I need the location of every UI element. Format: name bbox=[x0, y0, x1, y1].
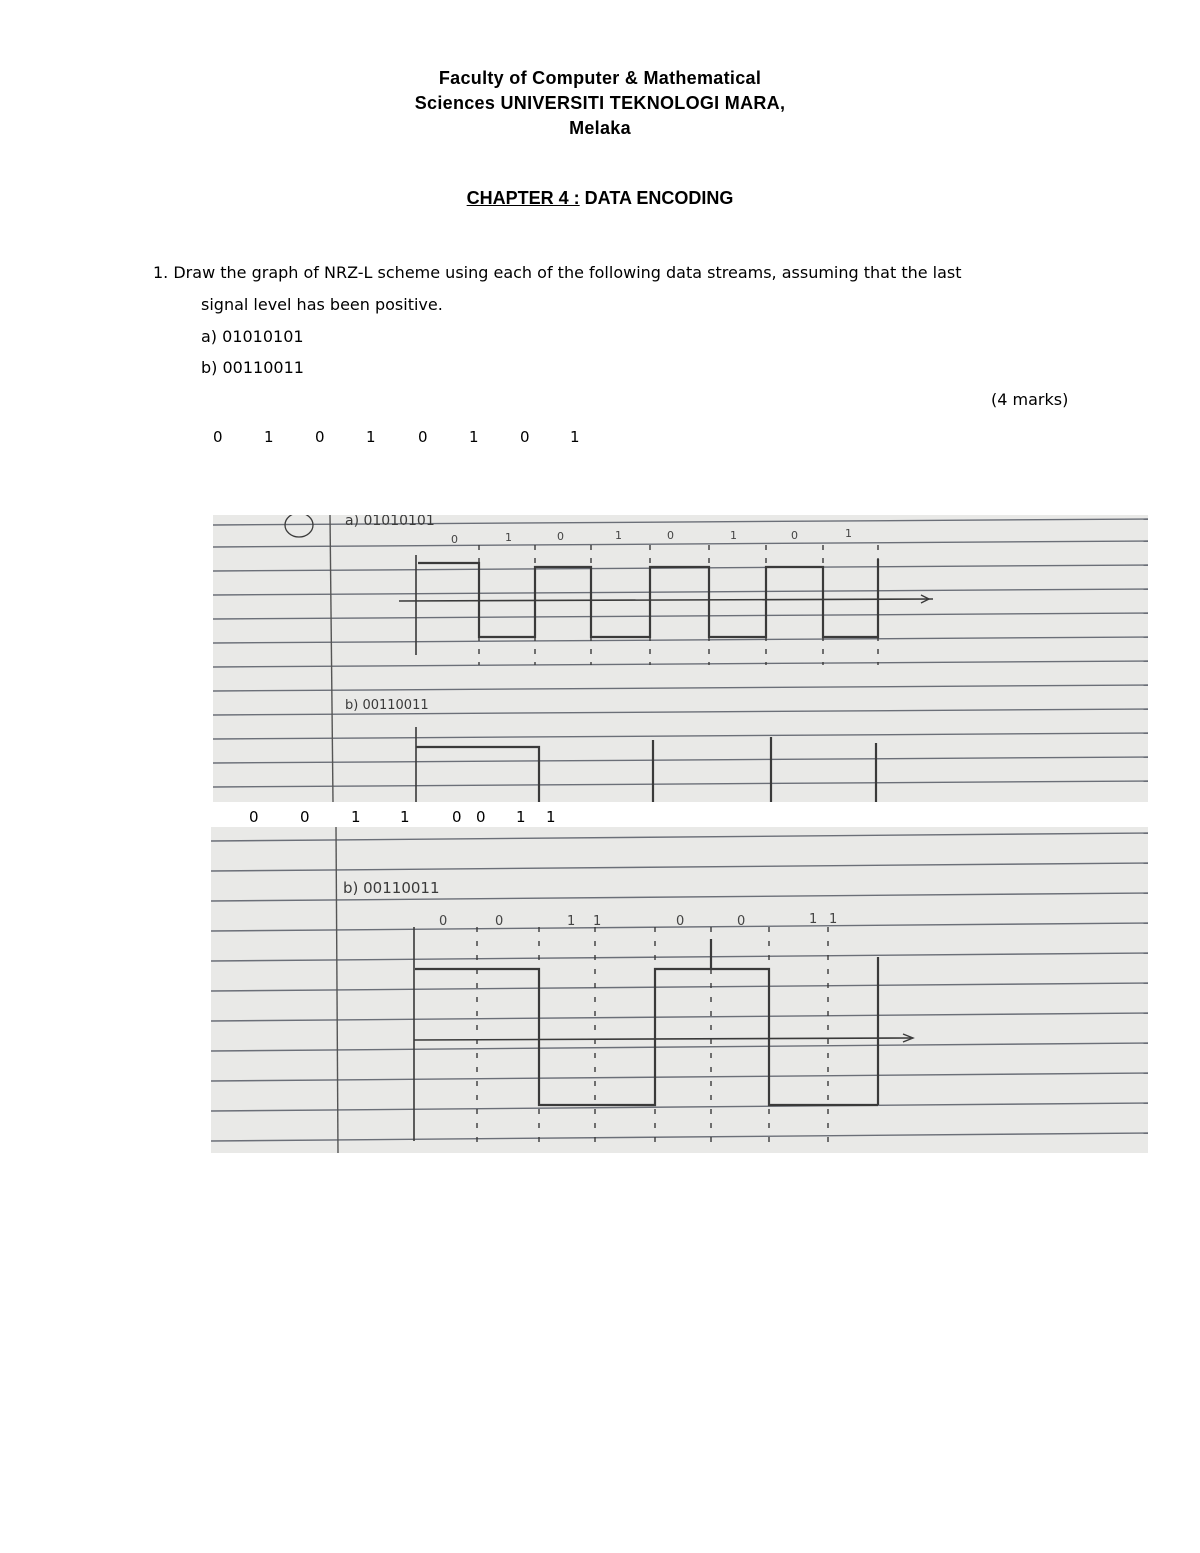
answer-a-bit: 1 bbox=[469, 428, 479, 446]
photo-a-partial-waveform-b bbox=[416, 727, 876, 802]
photo-a-bit: 1 bbox=[845, 527, 852, 540]
photo-a-label: a) 01010101 bbox=[345, 515, 435, 529]
photo-a-bit: 0 bbox=[557, 530, 564, 543]
photo-a-bit: 1 bbox=[615, 529, 622, 542]
photo-a-bit: 1 bbox=[505, 531, 512, 544]
faculty-heading-line3: Melaka bbox=[569, 118, 631, 138]
photo-b-bit: 0 bbox=[737, 914, 746, 929]
question-text-line2: signal level has been positive. bbox=[201, 295, 443, 314]
question-text-line1: Draw the graph of NRZ-L scheme using each of the following data streams, assuming that the last bbox=[173, 263, 962, 282]
photo-b-bit: 0 bbox=[495, 914, 504, 929]
answer-a-bit: 1 bbox=[264, 428, 274, 446]
answer-a-bit: 0 bbox=[520, 428, 530, 446]
marks-label: (4 marks) bbox=[991, 390, 1069, 409]
faculty-heading-line2: Sciences UNIVERSITI TEKNOLOGI MARA, bbox=[414, 93, 786, 113]
answer-b-bit: 1 bbox=[400, 808, 410, 826]
answer-b-bit: 1 bbox=[351, 808, 361, 826]
photo-b-bit-dividers bbox=[477, 927, 828, 1143]
photo-a-bit: 0 bbox=[451, 533, 458, 546]
photo-a-part-b-label: b) 00110011 bbox=[345, 698, 429, 713]
photo-b-bit: 1 bbox=[829, 912, 838, 927]
answer-b-bit: 1 bbox=[516, 808, 526, 826]
faculty-heading-line1: Faculty of Computer & Mathematical bbox=[438, 68, 762, 88]
photo-b-bit: 0 bbox=[676, 914, 685, 929]
answer-a-bit: 1 bbox=[366, 428, 376, 446]
question-part-a: a) 01010101 bbox=[201, 327, 304, 346]
answer-a-bit: 0 bbox=[418, 428, 428, 446]
photo-a-title bbox=[285, 515, 435, 537]
photo-a-bit-dividers bbox=[479, 545, 878, 665]
question-1 bbox=[153, 263, 962, 282]
question-number: 1. bbox=[153, 263, 169, 282]
chapter-name: DATA ENCODING bbox=[579, 188, 734, 208]
handwritten-graph-photo-b bbox=[211, 827, 1148, 1153]
photo-b-bit: 0 bbox=[439, 914, 448, 929]
answer-a-bit: 1 bbox=[570, 428, 580, 446]
photo-b-bit: 1 bbox=[567, 914, 576, 929]
answer-b-bit: 1 bbox=[546, 808, 556, 826]
answer-b-bit: 0 bbox=[476, 808, 486, 826]
photo-b-bit: 1 bbox=[593, 914, 602, 929]
photo-a-bit: 1 bbox=[730, 529, 737, 542]
photo-a-bit: 0 bbox=[791, 529, 798, 542]
question-part-b: b) 00110011 bbox=[201, 358, 304, 377]
ruled-lines bbox=[213, 515, 1148, 802]
photo-b-bit: 1 bbox=[809, 912, 818, 927]
photo-b-label: b) 00110011 bbox=[343, 879, 440, 897]
answer-b-bit: 0 bbox=[452, 808, 462, 826]
ruled-lines bbox=[211, 827, 1148, 1153]
answer-a-bit: 0 bbox=[213, 428, 223, 446]
nrz-l-graph-a bbox=[213, 515, 1148, 802]
chapter-label: CHAPTER 4 : bbox=[466, 188, 580, 208]
photo-a-bit: 0 bbox=[667, 529, 674, 542]
answer-a-bit: 0 bbox=[315, 428, 325, 446]
nrz-l-graph-b bbox=[211, 827, 1148, 1153]
chapter-title bbox=[0, 188, 1200, 209]
answer-b-bit: 0 bbox=[249, 808, 259, 826]
answer-b-bit: 0 bbox=[300, 808, 310, 826]
handwritten-graph-photo-a bbox=[213, 515, 1148, 802]
